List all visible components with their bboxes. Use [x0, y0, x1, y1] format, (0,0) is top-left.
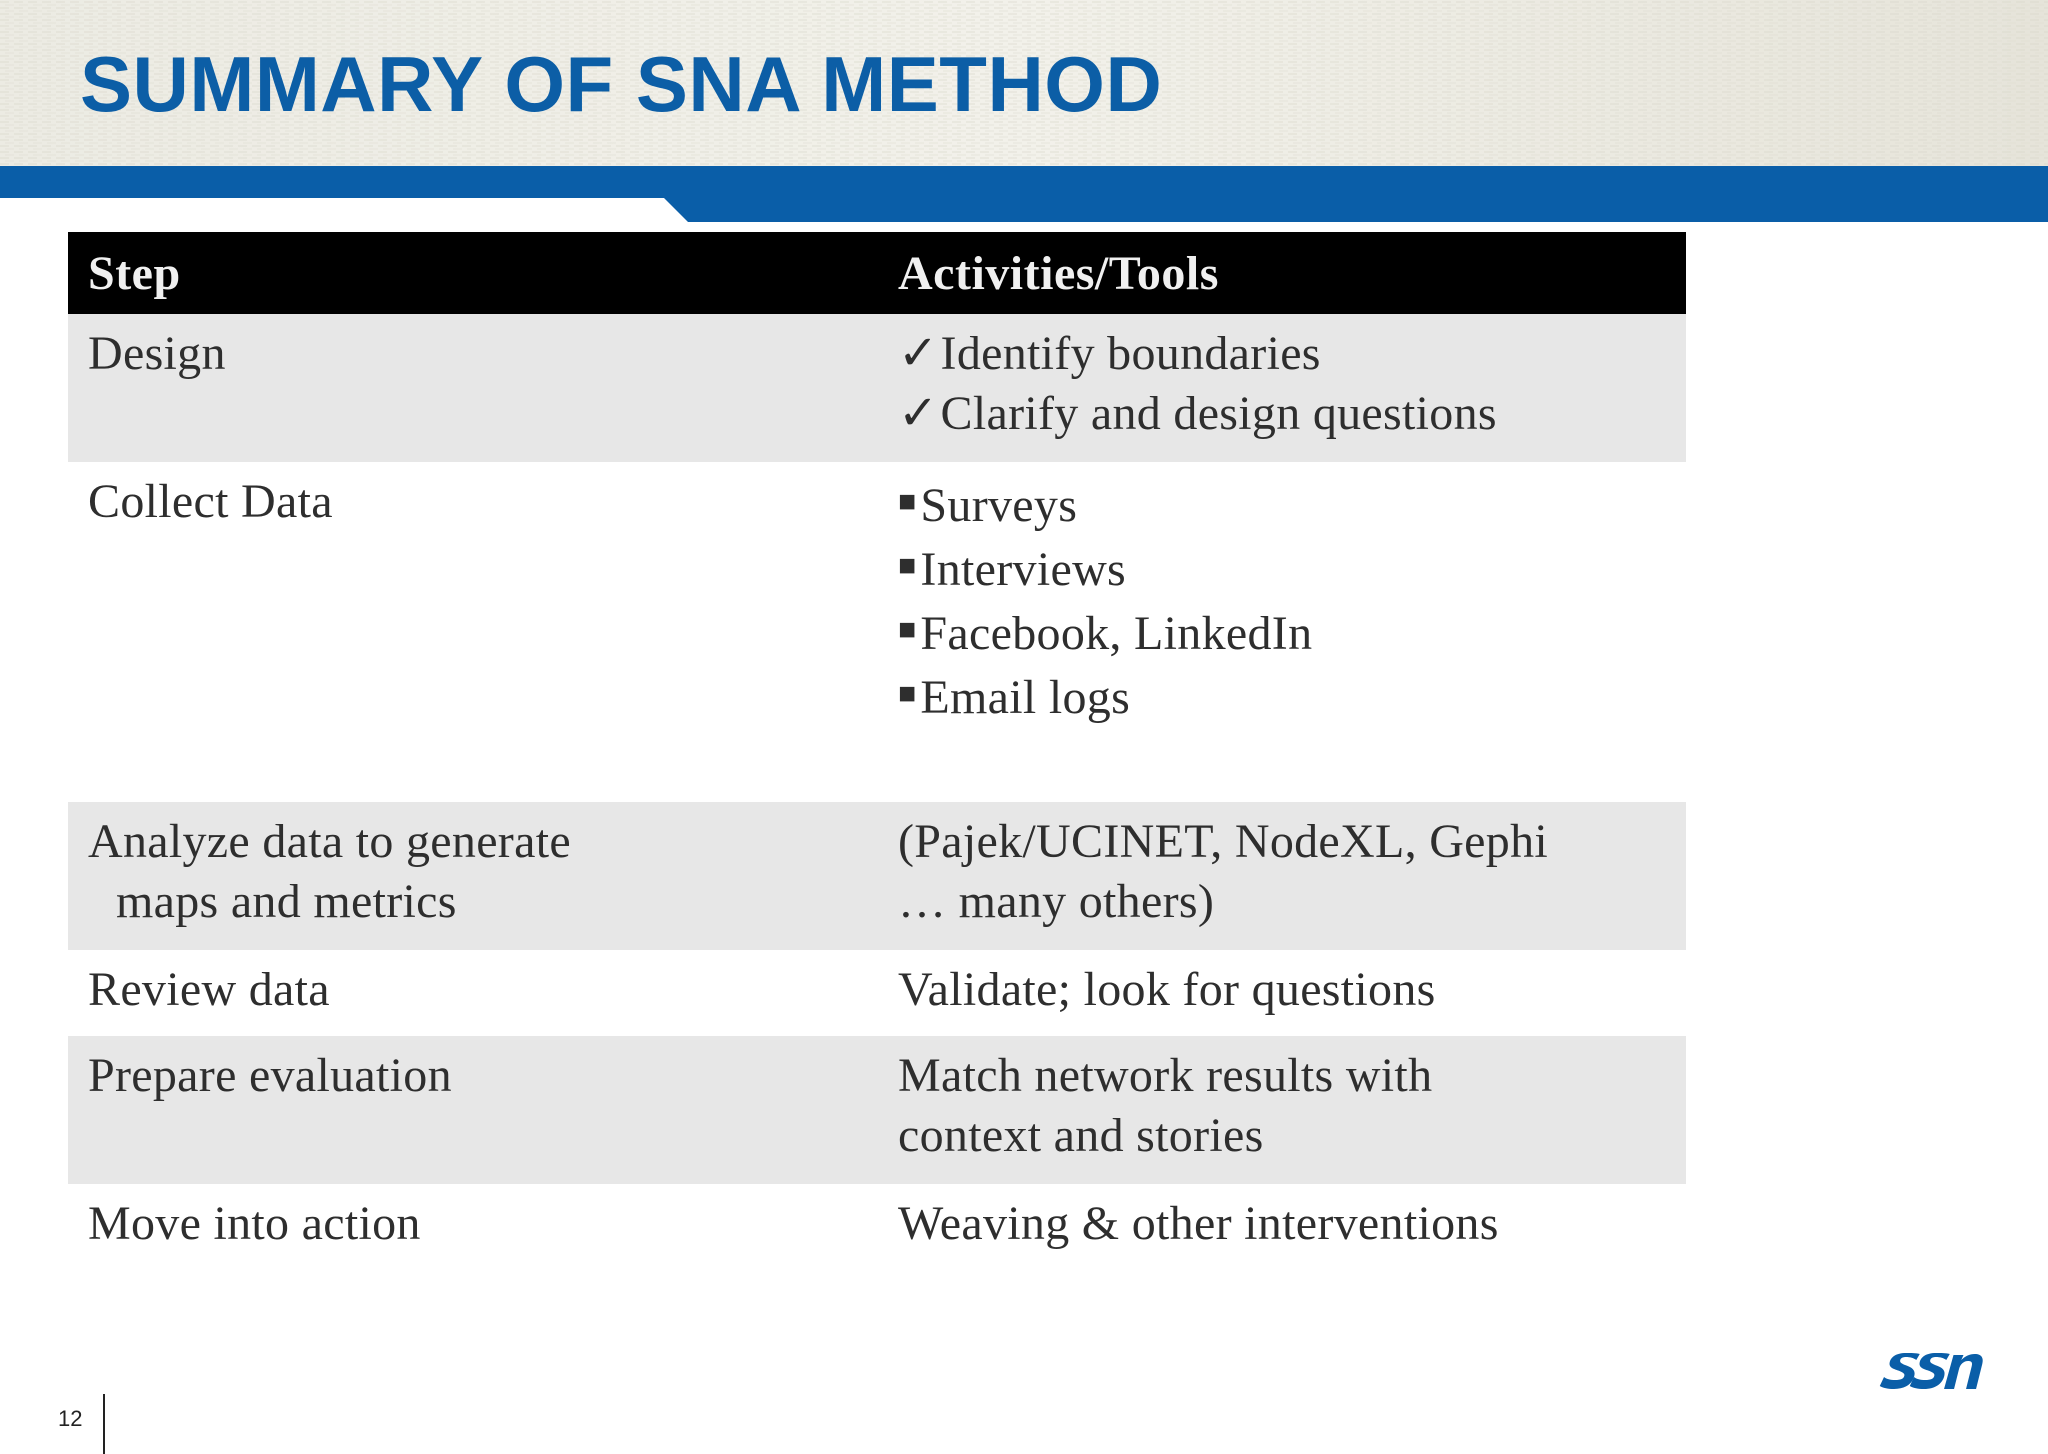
- activity-text: Match network results with: [898, 1049, 1433, 1102]
- square-bullet-icon: ■: [898, 549, 917, 582]
- activity-text: … many others): [898, 875, 1215, 928]
- step-label: Design: [88, 327, 226, 380]
- step-cell: [68, 314, 878, 462]
- table-row: [68, 1036, 1686, 1184]
- summary-table-container: [68, 232, 1686, 1270]
- list-item: ■Facebook, LinkedIn: [898, 600, 1666, 664]
- list-item: ■Email logs: [898, 664, 1666, 728]
- list-item: ■Surveys: [898, 472, 1666, 536]
- activity-text: Weaving & other interventions: [898, 1197, 1499, 1250]
- page-number: 12: [58, 1406, 83, 1431]
- activities-cell: [878, 1184, 1686, 1270]
- step-label: Prepare evaluation: [88, 1049, 452, 1102]
- step-label: Review data: [88, 963, 330, 1016]
- activities-cell: [878, 1036, 1686, 1184]
- step-cell: [68, 1036, 878, 1184]
- step-cell: [68, 802, 878, 950]
- step-label: Collect Data: [88, 475, 333, 528]
- activity-text: context and stories: [898, 1109, 1264, 1162]
- slide-title: SUMMARY OF SNA METHOD: [80, 40, 1163, 128]
- table-row: [68, 462, 1686, 802]
- table-row: [68, 802, 1686, 950]
- list-item: ✓Clarify and design questions: [898, 384, 1666, 444]
- step-cell: [68, 950, 878, 1036]
- step-label-continued: maps and metrics: [116, 875, 457, 928]
- ssn-logo-mark: [1874, 1345, 1986, 1395]
- activity-text: Validate; look for questions: [898, 963, 1436, 1016]
- step-label: Analyze data to generate: [88, 815, 571, 868]
- activities-cell: [878, 950, 1686, 1036]
- list-item: ✓Identify boundaries: [898, 324, 1666, 384]
- table-row: [68, 950, 1686, 1036]
- summary-table: [68, 232, 1686, 1270]
- list-item: ■Interviews: [898, 536, 1666, 600]
- header-activities: Activities/Tools: [878, 232, 1686, 314]
- header-step: Step: [68, 232, 878, 314]
- table-header-row: [68, 232, 1686, 314]
- square-bullet-icon: ■: [898, 613, 917, 646]
- step-cell: [68, 1184, 878, 1270]
- activities-cell: [878, 314, 1686, 462]
- page-number-divider: [103, 1394, 105, 1454]
- ssn-logo: [1874, 1345, 1986, 1400]
- square-bullet-icon: ■: [898, 485, 917, 518]
- square-bullet-icon: ■: [898, 677, 917, 710]
- activities-cell: [878, 462, 1686, 802]
- check-icon: ✓: [898, 327, 939, 380]
- step-label: Move into action: [88, 1197, 421, 1250]
- table-row: [68, 1184, 1686, 1270]
- check-icon: ✓: [898, 387, 939, 440]
- activities-cell: [878, 802, 1686, 950]
- table-row: [68, 314, 1686, 462]
- step-cell: [68, 462, 878, 802]
- activity-text: (Pajek/UCINET, NodeXL, Gephi: [898, 815, 1549, 868]
